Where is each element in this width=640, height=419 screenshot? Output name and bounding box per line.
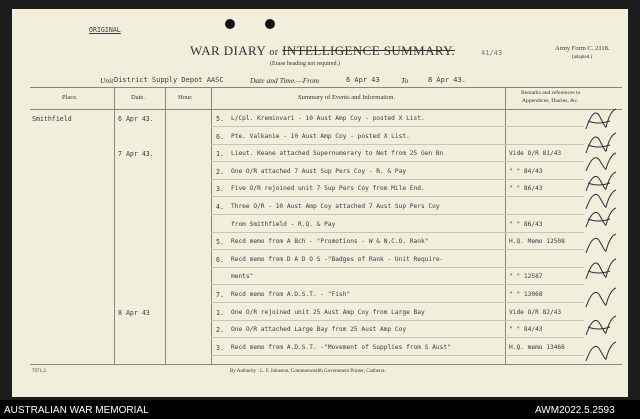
- signature-initials: [582, 103, 622, 373]
- row-rule: [211, 214, 584, 215]
- row-rule: [211, 302, 584, 303]
- column-rule: [165, 87, 166, 364]
- row-rule: [211, 249, 584, 250]
- row-number: 6.: [216, 255, 224, 264]
- row-remark: H.Q. memo 13466: [509, 343, 565, 351]
- row-rule: [211, 144, 584, 145]
- row-summary: L/Cpl. Kreminvari - 10 Aust Amp Coy - posted X List.: [231, 115, 425, 122]
- date-from-value: 6 Apr 43: [346, 76, 380, 84]
- column-rule: [505, 87, 506, 364]
- page-title: [190, 44, 455, 58]
- army-form-label: Army Form C. 2118.: [555, 45, 610, 52]
- row-remark: " " 84/43: [509, 167, 543, 175]
- column-rule: [211, 87, 212, 364]
- row-place: Smithfield: [32, 115, 72, 123]
- row-number: 3.: [216, 343, 224, 352]
- row-rule: [211, 126, 584, 127]
- column-header-summary: Summary of Events and Information.: [298, 94, 395, 101]
- row-number: 2.: [216, 326, 224, 335]
- row-summary: from Smithfield - R.Q. & Pay: [231, 220, 336, 228]
- title-war-diary: WAR DIARY: [190, 43, 266, 58]
- row-rule: [211, 355, 584, 356]
- column-rule: [114, 87, 115, 364]
- row-number: 3.: [216, 185, 224, 194]
- row-remark: " " 86/43: [509, 185, 543, 193]
- credit-left: AUSTRALIAN WAR MEMORIAL: [4, 405, 149, 416]
- row-remark: " " 84/43: [509, 326, 543, 334]
- row-summary: Recd memo from A.D.S.T. -"Movement of Supplies from S Aust": [231, 343, 451, 351]
- row-summary: Pte. Valkanie - 10 Aust Amp Coy - posted X List.: [231, 132, 410, 140]
- row-number: 2.: [216, 167, 224, 176]
- punch-hole: [225, 19, 235, 29]
- date-from-label: Date and Time.—From: [250, 76, 320, 85]
- printer-authority: By Authority : L. F. Johnston, Commonwealth Government Printer, Canberra.: [230, 369, 386, 374]
- row-number: 7.: [216, 291, 224, 299]
- original-stamp: ORIGINAL: [89, 26, 121, 34]
- credit-right: AWM2022.5.2593: [535, 405, 615, 416]
- row-date: 7 Apr 43.: [118, 150, 154, 159]
- row-number: 1.: [216, 308, 224, 317]
- row-number: 4.: [216, 203, 224, 211]
- date-to-label: To: [401, 76, 409, 85]
- row-summary: Three O/R - 10 Aust Amp Coy attached 7 Aust Sup Pers Coy: [231, 203, 440, 210]
- row-rule: [211, 284, 584, 285]
- row-date: 8 Apr 43: [118, 308, 150, 317]
- form-number: 7971.2.: [32, 369, 47, 374]
- row-rule: [211, 267, 584, 268]
- header-rule: [30, 109, 622, 110]
- row-summary: Lieut. Keane attached Supernumerary to Net from 25 Gen Bn: [231, 150, 444, 158]
- unit-value: District Supply Depot AASC: [114, 76, 224, 84]
- row-rule: [211, 179, 584, 180]
- row-summary: One O/R attached Large Bay from 25 Aust Amp Coy: [231, 326, 407, 334]
- row-remark: " " 86/43: [509, 220, 543, 228]
- punch-hole: [265, 19, 275, 29]
- row-number: 1.: [216, 150, 224, 159]
- row-remark: H.Q. Memo 12508: [509, 238, 565, 246]
- row-remark: " " 13068: [509, 291, 543, 298]
- row-summary: ments": [231, 273, 254, 281]
- column-header-place: Place.: [62, 94, 78, 101]
- title-intelligence-summary: INTELLIGENCE SUMMARY.: [282, 43, 455, 58]
- row-summary: One O/R attached 7 Aust Sup Pers Coy - R. & Pay: [231, 167, 407, 175]
- page-reference: 41/43: [481, 49, 503, 57]
- unit-label: Unit: [100, 76, 114, 85]
- row-rule: [211, 232, 584, 233]
- row-number: 6.: [216, 132, 224, 141]
- row-summary: Five O/R rejoined unit 7 Sup Pers Coy from Mile End.: [231, 185, 425, 193]
- row-remark: Vide O/R 81/43: [509, 150, 562, 158]
- column-header-hour: Hour.: [178, 94, 193, 101]
- row-rule: [211, 337, 584, 338]
- column-header-remarks: Remarks and references to: [521, 90, 581, 96]
- row-number: 5.: [216, 115, 224, 123]
- row-remark: Vide O/R 82/43: [509, 308, 562, 316]
- date-to-value: 8 Apr 43.: [428, 76, 466, 84]
- table-bottom-rule: [30, 364, 622, 365]
- title-subtitle: (Erase heading not required.): [270, 61, 340, 67]
- row-rule: [211, 320, 584, 321]
- row-summary: Recd memo from D A D O S -"Badges of Rank - Unit Require-: [231, 255, 444, 263]
- column-header-remarks-line-2: Appendices, Diaries, &c.: [522, 98, 579, 104]
- row-number: 5.: [216, 238, 224, 247]
- column-header-date: Date.: [131, 94, 145, 101]
- row-rule: [211, 161, 584, 162]
- title-or: or: [269, 47, 279, 58]
- row-date: 6 Apr 43.: [118, 115, 154, 123]
- row-summary: Recd memo from A.D.S.T. - "Fish": [231, 291, 351, 298]
- row-summary: One O/R rejoined unit 25 Aust Amp Coy from Large Bay: [231, 308, 425, 316]
- adapted-label: (adapted.): [572, 55, 593, 60]
- row-summary: Recd memo from A Bch - "Promotions - W & N.C.O. Rank": [231, 238, 429, 246]
- row-remark: " " 12587: [509, 273, 543, 281]
- archive-credit-bar: [0, 400, 640, 419]
- row-rule: [211, 196, 584, 197]
- table-top-rule: [30, 87, 622, 88]
